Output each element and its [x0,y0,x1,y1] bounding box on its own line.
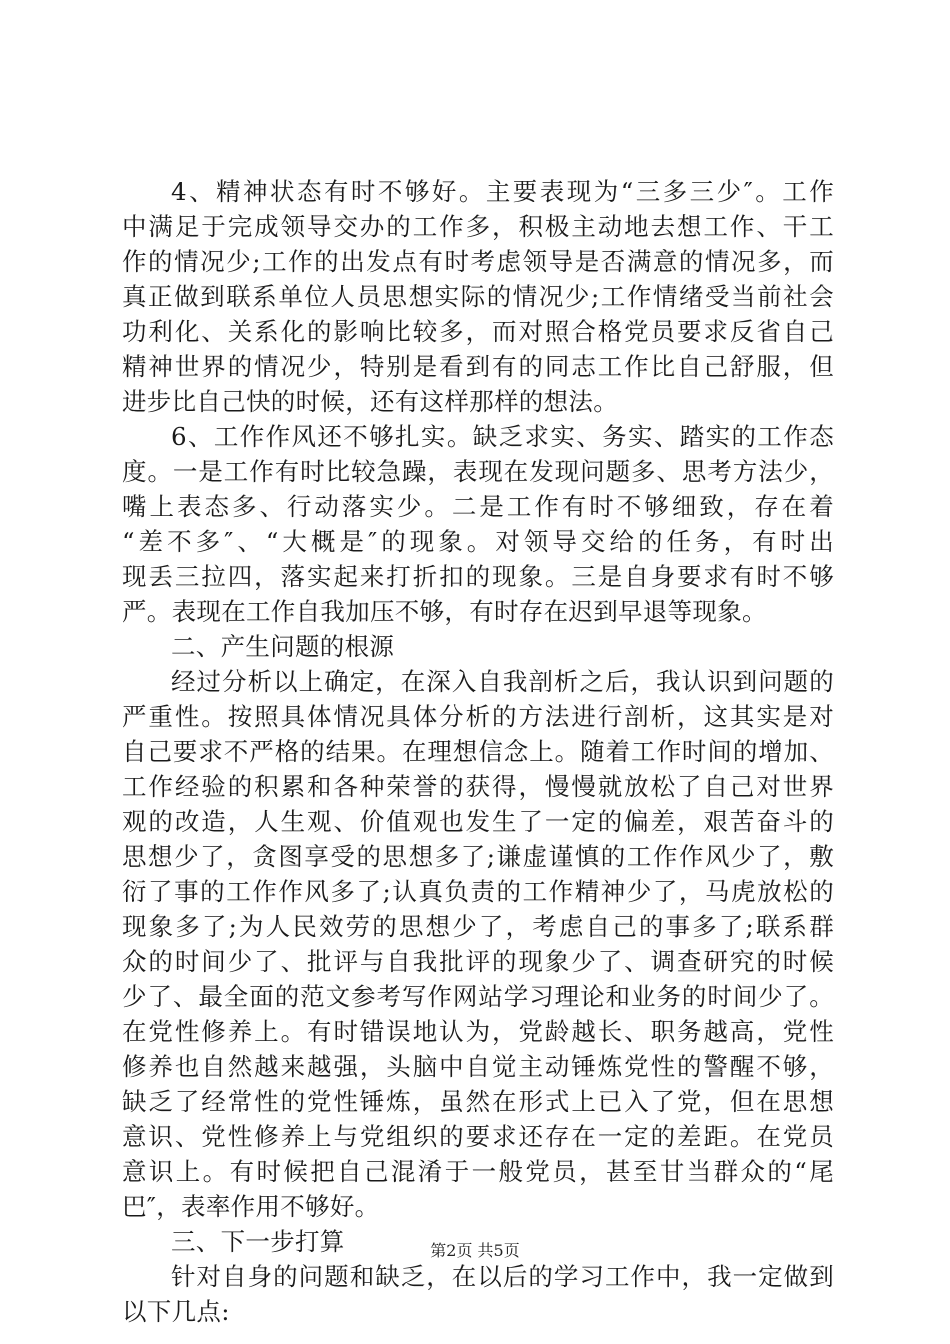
text-line: 嘴上表态多、行动落实少。二是工作有时不够细致，存在着 [122,492,834,521]
text-line: 自己要求不严格的结果。在理想信念上。随着工作时间的增加、 [122,737,834,766]
paragraph-item-6 [122,419,834,629]
text-line: 现象多了;为人民效劳的思想少了，考虑自己的事多了;联系群 [122,912,834,941]
text-line: 经过分析以上确定，在深入自我剖析之后，我认识到问题的 [171,667,834,696]
text-line: 巴″，表率作用不够好。 [122,1192,380,1221]
text-line: 意识、党性修养上与党组织的要求还存在一定的差距。在党员 [122,1122,834,1151]
text-line: 在党性修养上。有时错误地认为，党龄越长、职务越高，党性 [122,1017,834,1046]
text-line: 功利化、关系化的影响比较多，而对照合格党员要求反省自己 [122,317,834,346]
text-line: 作的情况少;工作的出发点有时考虑领导是否满意的情况多，而 [122,247,834,276]
heading-line: 二、产生问题的根源 [171,632,395,661]
text-line: 度。一是工作有时比较急躁，表现在发现问题多、思考方法少， [122,457,834,486]
paragraph-next-steps [122,1259,834,1329]
text-line: 严。表现在工作自我加压不够，有时存在迟到早退等现象。 [122,597,767,626]
paragraph-root-causes [122,664,834,1224]
text-line: 思想少了，贪图享受的思想多了;谦虚谨慎的工作作风少了，敷 [122,842,834,871]
text-line: 修养也自然越来越强，头脑中自觉主动锤炼党性的警醒不够， [122,1052,834,1081]
text-line: 衍了事的工作作风多了;认真负责的工作精神少了，马虎放松的 [122,877,834,906]
text-line: 4、精神状态有时不够好。主要表现为“三多三少″。工作 [171,177,834,206]
text-line: 众的时间少了、批评与自我批评的现象少了、调查研究的时候 [122,947,834,976]
document-body [122,174,834,1329]
page-number-label: 第2页 共5页 [430,1241,520,1260]
text-line: 针对自身的问题和缺乏，在以后的学习工作中，我一定做到 [171,1262,834,1291]
section-heading-root-causes [122,629,834,664]
heading-line: 三、下一步打算 [171,1227,345,1256]
text-line: 少了、最全面的范文参考写作网站学习理论和业务的时间少了。 [122,982,834,1011]
text-line: 严重性。按照具体情况具体分析的方法进行剖析，这其实是对 [122,702,834,731]
text-line: 工作经验的积累和各种荣誉的获得，慢慢就放松了自己对世界 [122,772,834,801]
paragraph-item-4 [122,174,834,419]
text-line: 6、工作作风还不够扎实。缺乏求实、务实、踏实的工作态 [171,422,834,451]
text-line: 中满足于完成领导交办的工作多，积极主动地去想工作、干工 [122,212,834,241]
text-line: 意识上。有时候把自己混淆于一般党员，甚至甘当群众的“尾 [122,1157,834,1186]
text-line: 观的改造，人生观、价值观也发生了一定的偏差，艰苦奋斗的 [122,807,834,836]
text-line: 进步比自己快的时候，还有这样那样的想法。 [122,387,618,416]
text-line: 以下几点: [122,1297,230,1326]
text-line: 缺乏了经常性的党性锤炼，虽然在形式上已入了党，但在思想 [122,1087,834,1116]
text-line: 现丢三拉四，落实起来打折扣的现象。三是自身要求有时不够 [122,562,834,591]
text-line: 精神世界的情况少，特别是看到有的同志工作比自己舒服，但 [122,352,834,381]
text-line: “差不多″、“大概是″的现象。对领导交给的任务，有时出 [122,527,834,556]
page-footer [0,1240,950,1262]
text-line: 真正做到联系单位人员思想实际的情况少;工作情绪受当前社会 [122,282,834,311]
